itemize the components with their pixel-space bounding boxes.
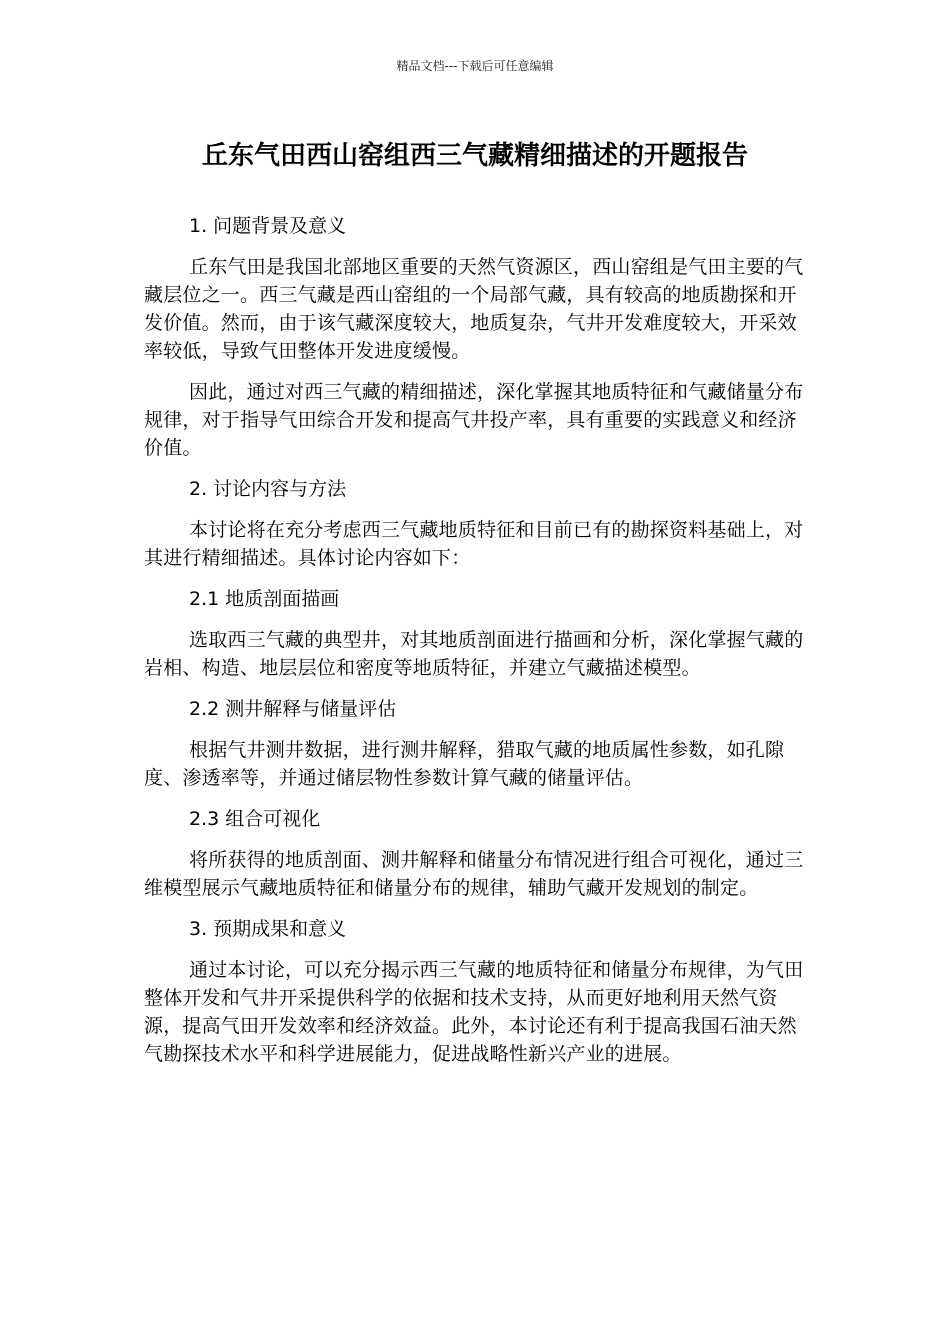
paragraph-visualization: 将所获得的地质剖面、测井解释和储量分布情况进行组合可视化，通过三维模型展示气藏地质特征和储量分布的规律，辅助气藏开发规划的制定。 (144, 849, 804, 899)
section-heading-content-methods: 2. 讨论内容与方法 (189, 478, 347, 500)
document-title: 丘东气田西山窑组西三气藏精细描述的开题报告 (201, 141, 748, 171)
document-body (144, 212, 804, 1081)
subsection-heading-geologic-section: 2.1 地质剖面描画 (189, 588, 340, 610)
section-heading-background: 1. 问题背景及意义 (189, 215, 347, 237)
subsection-heading-visualization: 2.3 组合可视化 (189, 808, 321, 830)
paragraph-background-1: 丘东气田是我国北部地区重要的天然气资源区，西山窑组是气田主要的气藏层位之一。西三气藏是西山窑组的一个局部气藏，具有较高的地质勘探和开发价值。然而，由于该气藏深度较大，地质复杂，气井开发难度较大，开采效率较低，导致气田整体开发进度缓慢。 (144, 256, 804, 362)
paragraph-expected-results: 通过本讨论，可以充分揭示西三气藏的地质特征和储量分布规律，为气田整体开发和气井开采提供科学的依据和技术支持，从而更好地利用天然气资源，提高气田开发效率和经济效益。此外，本讨论还有利于提高我国石油天然气勘探技术水平和科学进展能力，促进战略性新兴产业的进展。 (144, 959, 804, 1065)
paragraph-content-intro: 本讨论将在充分考虑西三气藏地质特征和目前已有的勘探资料基础上，对其进行精细描述。具体讨论内容如下： (144, 519, 804, 569)
header-note: 精品文档---下载后可任意编辑 (396, 59, 554, 73)
subsection-heading-well-logging: 2.2 测井解释与储量评估 (189, 698, 397, 720)
paragraph-well-logging: 根据气井测井数据，进行测井解释，猎取气藏的地质属性参数，如孔隙度、渗透率等，并通过储层物性参数计算气藏的储量评估。 (144, 739, 785, 789)
section-heading-expected-results: 3. 预期成果和意义 (189, 918, 347, 940)
paragraph-geologic-section: 选取西三气藏的典型井，对其地质剖面进行描画和分析，深化掌握气藏的岩相、构造、地层层位和密度等地质特征，并建立气藏描述模型。 (144, 629, 804, 679)
paragraph-background-2: 因此，通过对西三气藏的精细描述，深化掌握其地质特征和气藏储量分布规律，对于指导气田综合开发和提高气井投产率，具有重要的实践意义和经济价值。 (144, 381, 804, 459)
